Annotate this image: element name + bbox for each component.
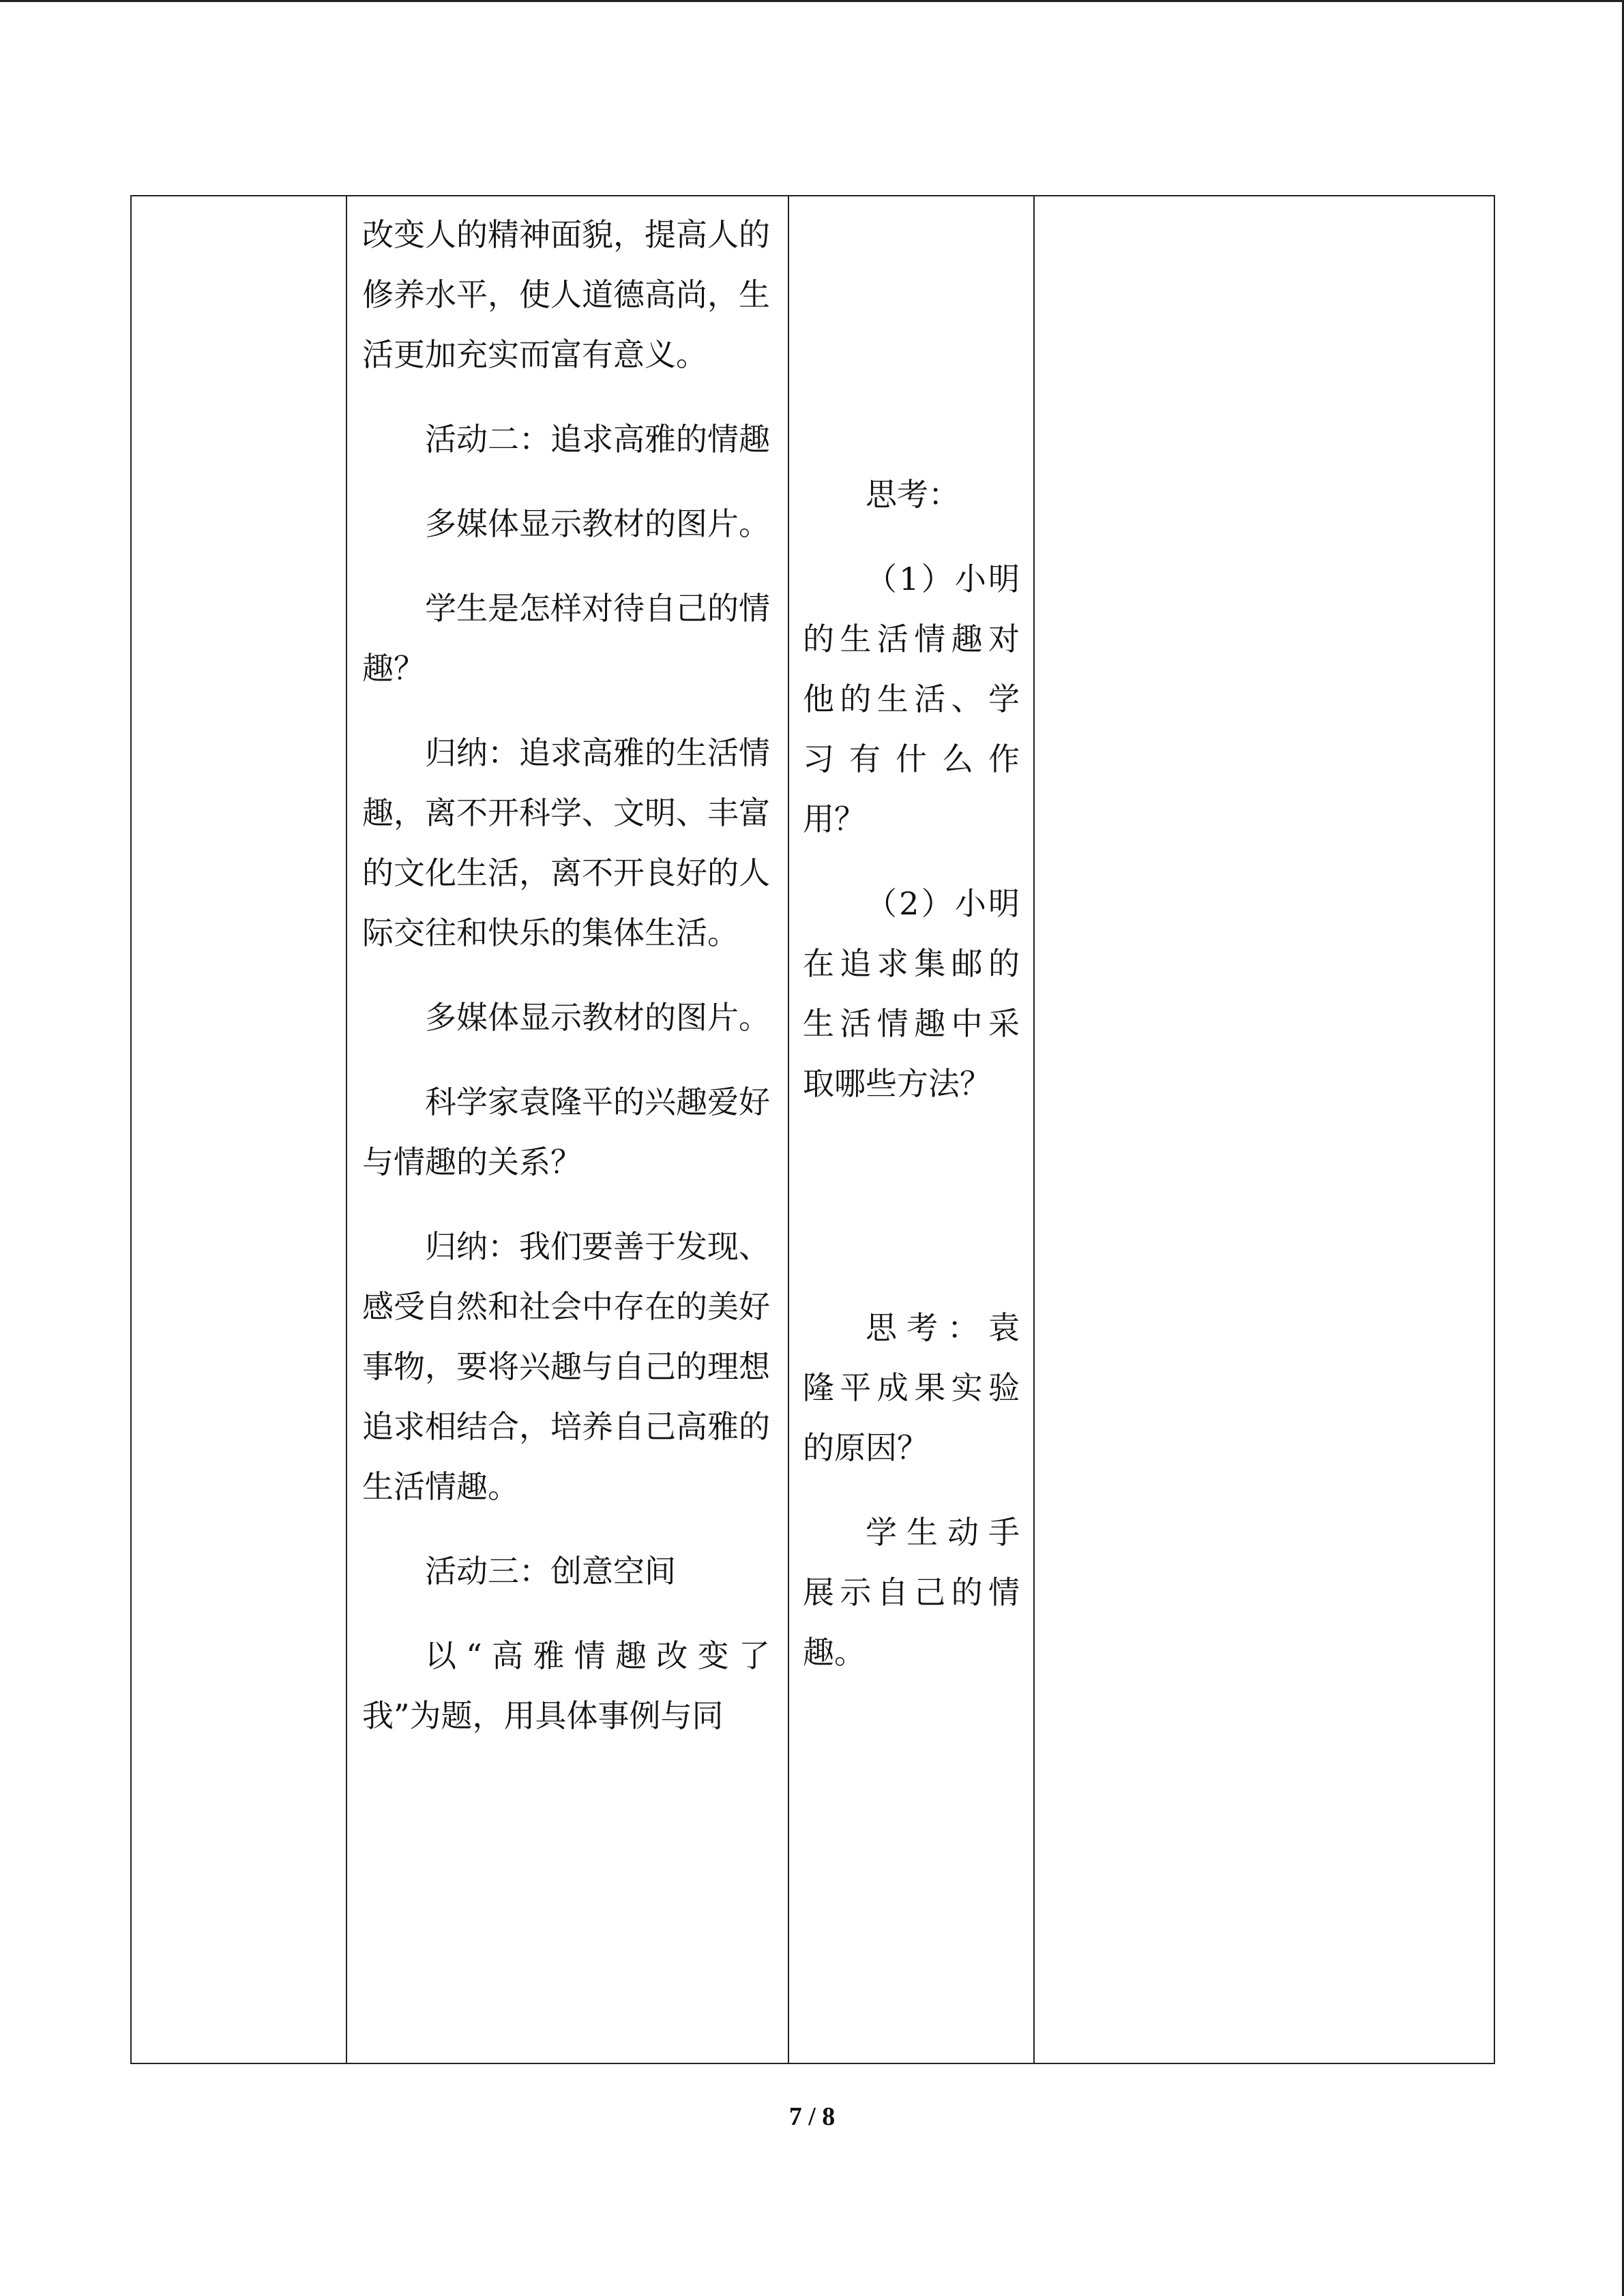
- question-paragraph: （2）小明在追求集邮的生活情趣中采取哪些方法？: [803, 885, 1020, 1102]
- summary-paragraph: 归纳：我们要善于发现、感受自然和社会中存在的美好事物，要将兴趣与自己的理想追求相结合，培养自己高雅的生活情趣。: [362, 1228, 770, 1505]
- question-paragraph: （1）小明的生活情趣对他的生活、学习有什么作用？: [803, 561, 1020, 837]
- table-cell-student-activity: [788, 196, 1034, 2063]
- text-paragraph: 改变人的精神面貌，提高人的修养水平，使人道德高尚，生活更加充实而富有意义。: [362, 216, 770, 373]
- activity-heading: 活动三：创意空间: [425, 1553, 676, 1590]
- activity-heading: 活动二：追求高雅的情趣: [425, 421, 770, 458]
- summary-paragraph: 归纳：追求高雅的生活情趣，离不开科学、文明、丰富的文化生活，离不开良好的人际交往和快乐的集体生活。: [362, 734, 770, 951]
- page-number: 7 / 8: [788, 2102, 836, 2131]
- text-paragraph: 多媒体显示教材的图片。: [425, 505, 770, 542]
- text-paragraph: 学生动手展示自己的情趣。: [803, 1514, 1020, 1671]
- table-cell-teacher-activity: [346, 196, 788, 2063]
- text-paragraph: 多媒体显示教材的图片。: [425, 999, 770, 1036]
- text-paragraph: 以“高雅情趣改变了我”为题，用具体事例与同: [362, 1637, 770, 1734]
- question-paragraph: 思考：袁隆平成果实验的原因？: [803, 1309, 1020, 1466]
- table-cell-design-intent: [1034, 196, 1494, 2063]
- table-cell-step: [131, 196, 346, 2063]
- lesson-table: [130, 195, 1495, 2064]
- think-label: 思考：: [866, 476, 960, 513]
- text-paragraph: 科学家袁隆平的兴趣爱好与情趣的关系？: [362, 1084, 770, 1180]
- table-row: [131, 196, 1494, 2063]
- text-paragraph: 学生是怎样对待自己的情趣？: [362, 590, 770, 687]
